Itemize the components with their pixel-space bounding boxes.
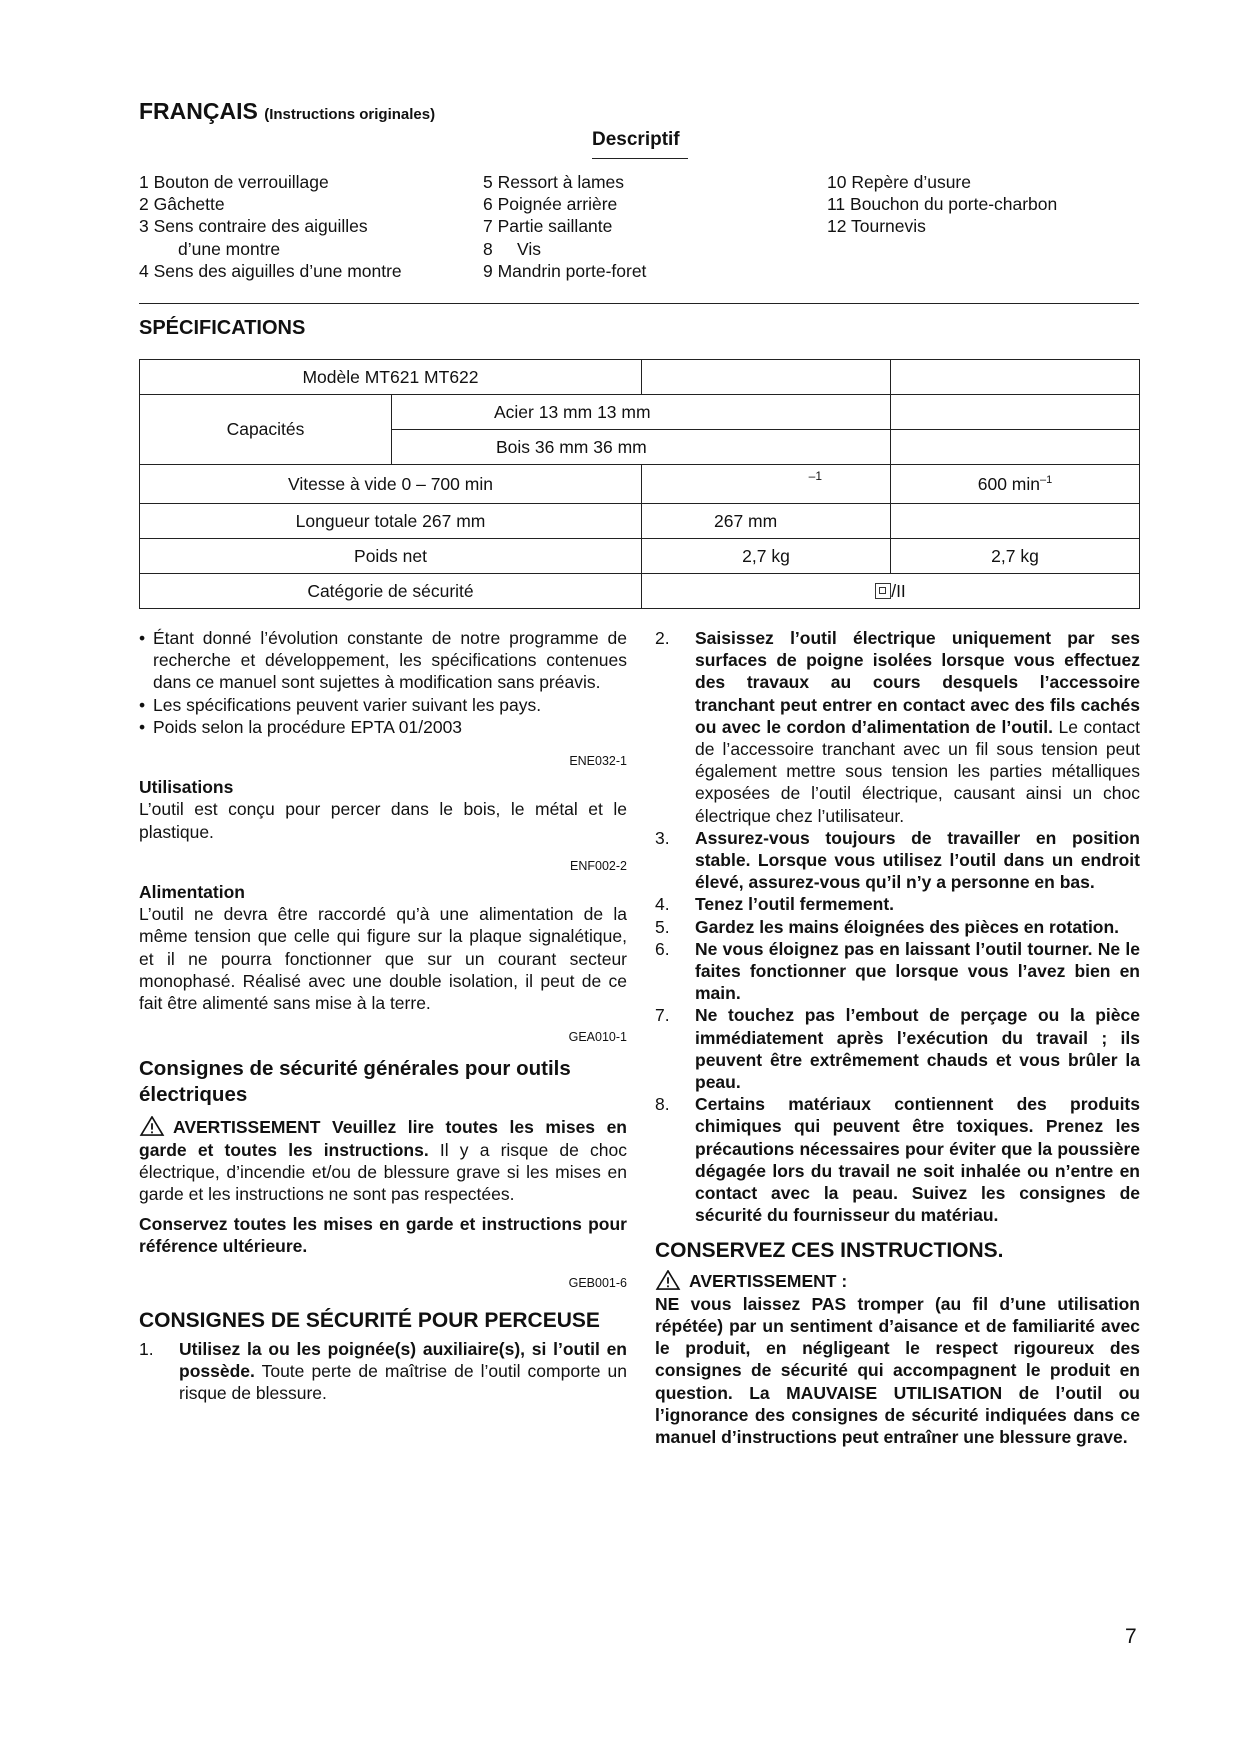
speed-value-sup: –1: [1040, 473, 1053, 486]
safety-item: 8. Certains matériaux contiennent des produits chimiques qui peuvent être toxiques. Prenez les précautions nécessaires pour éviter que la poussière dégagée lors du travail ne soit inhalée ou n’entre en contact avec la peau. Suivez les consignes de sécurité du fournisseur du matériau.: [655, 1094, 1140, 1226]
section-divider: [139, 303, 1139, 304]
description-underline: [592, 158, 688, 159]
safety-item: 5. Gardez les mains éloignées des pièces en rotation.: [655, 916, 1120, 937]
length-value-cell: 267 mm: [642, 504, 891, 539]
table-cell: [891, 395, 1140, 430]
specifications-table: [139, 359, 1140, 609]
page-number: 7: [1125, 1625, 1137, 1648]
length-label-cell: Longueur totale 267 mm: [140, 504, 642, 539]
weight-value-cell: 2,7 kg: [642, 539, 891, 574]
warning-label: AVERTISSEMENT :: [655, 1270, 1140, 1292]
table-row: [140, 539, 1140, 574]
safety-item: 6. Ne vous éloignez pas en laissant l’outil tourner. Ne le faites fonctionner que lorsque vous l’avez bien en main.: [655, 938, 1140, 1004]
steel-capacity-cell: Acier 13 mm 13 mm: [392, 395, 891, 430]
final-warning-text: NE vous laissez PAS tromper (au fil d’une utilisation répétée) par un sentiment d’aisance et de familiarité avec le produit, en négligeant le respect rigoureux des consignes de sécurité qui accompagnent le produit en question. La MAUVAISE UTILISATION de l’outil ou l’ignorance des consignes de sécurité indiquées dans ce manuel d’instructions peut entraîner une blessure grave.: [655, 1293, 1140, 1447]
speed-unit-sup-cell: –1: [642, 465, 891, 504]
table-row: [140, 360, 1140, 395]
weight-value-cell: 2,7 kg: [891, 539, 1140, 574]
note-item: • Les spécifications peuvent varier suivant les pays.: [139, 694, 542, 715]
keep-instructions: Conservez toutes les mises en garde et instructions pour référence ultérieure.: [139, 1214, 627, 1257]
utilisations-title: Utilisations: [139, 777, 234, 798]
right-column: [655, 627, 1140, 1448]
table-cell: [642, 360, 891, 395]
part-item: 3 Sens contraire des aiguilles: [139, 216, 368, 237]
note-item: • Poids selon la procédure EPTA 01/2003: [139, 716, 463, 737]
description-title: Descriptif: [592, 129, 680, 150]
reference-code: GEA010-1: [568, 1030, 627, 1045]
table-row: [140, 395, 1140, 430]
part-item: 11 Bouchon du porte-charbon: [827, 194, 1058, 215]
capacities-cell: Capacités: [140, 395, 392, 465]
table-cell: [891, 430, 1140, 465]
part-item: 8 Vis: [483, 238, 542, 259]
wood-capacity-cell: Bois 36 mm 36 mm: [392, 430, 891, 465]
parts-column-2: [483, 171, 646, 282]
specifications-title: SPÉCIFICATIONS: [139, 317, 306, 339]
warning-icon: [655, 1270, 681, 1290]
safety-value-cell: [642, 574, 1140, 609]
reference-code: GEB001-6: [568, 1275, 627, 1290]
parts-column-3: [827, 171, 1057, 238]
table-row: [140, 574, 1140, 609]
part-item: 4 Sens des aiguilles d’une montre: [139, 260, 402, 281]
safety-class: /II: [891, 580, 906, 601]
page-language-title: [139, 98, 435, 125]
speed-value-cell: [891, 465, 1140, 504]
language-label: FRANÇAIS: [139, 98, 258, 124]
reference-code: ENF002-2: [570, 858, 627, 873]
safety-item: 4. Tenez l’outil fermement.: [655, 894, 895, 915]
parts-column-1: [139, 171, 402, 282]
part-item: 6 Poignée arrière: [483, 194, 618, 215]
safety-item: 3. Assurez-vous toujours de travailler en position stable. Lorsque vous utilisez l’outil dans un endroit élevé, assurez-vous qu’il n’y a personne en bas.: [655, 827, 1140, 893]
part-item: 7 Partie saillante: [483, 216, 613, 237]
part-item: 12 Tournevis: [827, 216, 926, 237]
drill-safety-title: CONSIGNES DE SÉCURITÉ POUR PERCEUSE: [139, 1308, 600, 1332]
table-cell: [891, 360, 1140, 395]
safety-item: 2. Saisissez l’outil électrique uniquement par ses surfaces de poigne isolées lorsque vous effectuez des travaux au cours desquels l’accessoire tranchant peut entrer en contact avec des fils cachés ou avec le cordon d’alimentation de l’outil. Le contact de l’accessoire tranchant avec un fil sous tension peut également mettre sous tension les parties métalliques exposées de l’outil électrique, causant ainsi un choc électrique chez l’utilisateur.: [655, 628, 1140, 826]
speed-value: 600 min: [977, 473, 1040, 494]
language-note: (Instructions originales): [264, 106, 436, 123]
part-item: 9 Mandrin porte-foret: [483, 260, 647, 281]
safety-item: 1. Utilisez la ou les poignée(s) auxiliaire(s), si l’outil en possède. Toute perte de maîtrise de l’outil comporte un risque de blessure.: [139, 1338, 627, 1404]
reference-code: ENE032-1: [569, 754, 627, 769]
table-cell: [891, 504, 1140, 539]
double-insulation-icon: [875, 583, 891, 599]
alimentation-text: L’outil ne devra être raccordé qu’à une alimentation de la même tension que celle qui figure sur la plaque signalétique, et il ne pourra fonctionner que sur un courant secteur monophasé. Réalisé avec une double isolation, il peut de ce fait être alimenté sans mise à la terre.: [139, 904, 627, 1014]
left-column: [139, 627, 627, 1404]
alimentation-title: Alimentation: [139, 882, 245, 903]
keep-instructions-title: CONSERVEZ CES INSTRUCTIONS.: [655, 1239, 1004, 1263]
safety-label-cell: Catégorie de sécurité: [140, 574, 642, 609]
part-item-continued: d’une montre: [178, 238, 281, 259]
model-cell: Modèle MT621 MT622: [140, 360, 642, 395]
safety-item: 7. Ne touchez pas l’embout de perçage ou la pièce immédiatement après l’exécution du travail ; ils peuvent être extrêmement chauds et vous brûler la peau.: [655, 1005, 1140, 1093]
weight-label-cell: Poids net: [140, 539, 642, 574]
table-row: [140, 465, 1140, 504]
part-item: 5 Ressort à lames: [483, 172, 625, 192]
part-item: 10 Repère d’usure: [827, 172, 971, 192]
utilisations-text: L’outil est conçu pour percer dans le bois, le métal et le plastique.: [139, 799, 627, 842]
part-item: 1 Bouton de verrouillage: [139, 172, 329, 192]
table-row: [140, 504, 1140, 539]
part-item: 2 Gâchette: [139, 194, 225, 215]
general-safety-title: Consignes de sécurité générales pour outils électriques: [139, 1057, 571, 1107]
warning-icon: [139, 1116, 165, 1136]
general-warning: AVERTISSEMENT Veuillez lire toutes les mises en garde et toutes les instructions. Il y a risque de choc électrique, d’incendie et/ou de blessure grave si les mises en garde et les instructions ne sont pas respectées.: [139, 1117, 628, 1205]
note-item: • Étant donné l’évolution constante de notre programme de recherche et développement, les spécifications contenues dans ce manuel sont sujettes à modification sans préavis.: [139, 628, 627, 693]
speed-label-cell: Vitesse à vide 0 – 700 min: [140, 465, 642, 504]
